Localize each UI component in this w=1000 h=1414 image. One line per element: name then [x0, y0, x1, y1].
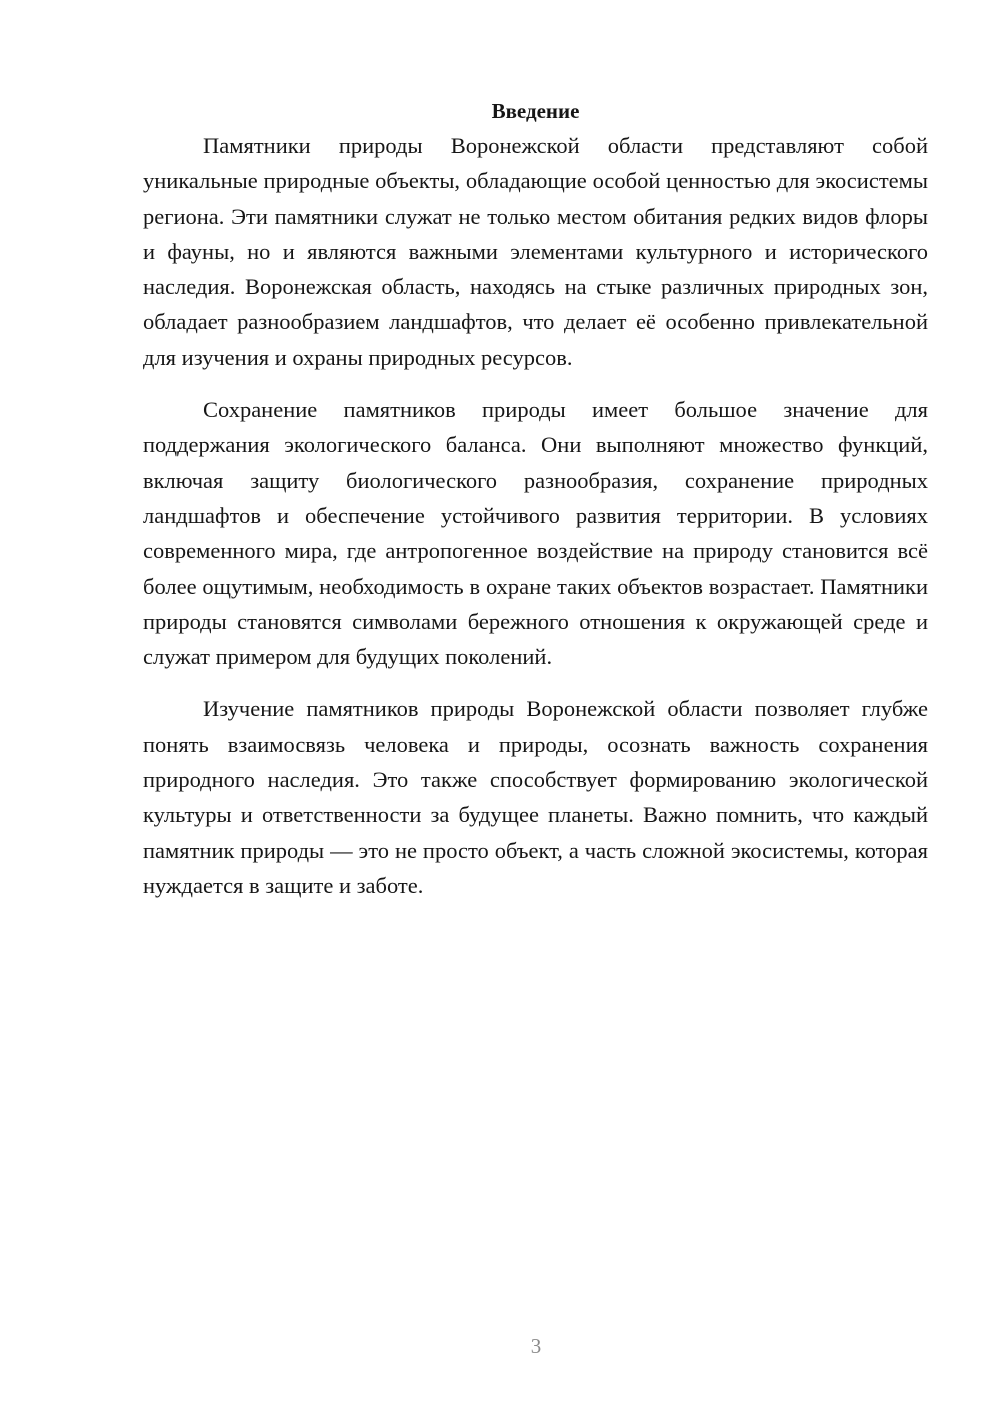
- section-title: Введение: [491, 99, 580, 123]
- page-number: 3: [530, 1334, 542, 1358]
- paragraph-2: Сохранение памятников природы имеет большое значение для поддержания экологического баланса. Они выполняют множество функций, включая защиту биологического разнообразия, сохранение природных ландшафтов и обеспечение устойчивого развития территории. В условиях современного мира, где антропогенное воздействие на природу становится всё более ощутимым, необходимость в охране таких объектов возрастает. Памятники природы становятся символами бережного отношения к окружающей среде и служат примером для будущих поколений.: [143, 397, 928, 670]
- paragraph-3: Изучение памятников природы Воронежской области позволяет глубже понять взаимосвязь человека и природы, осознать важность сохранения природного наследия. Это также способствует формированию экологической культуры и ответственности за будущее планеты. Важно помнить, что каждый памятник природы — это не просто объект, а часть сложной экосистемы, которая нуждается в защите и заботе.: [143, 696, 928, 898]
- paragraph-1: Памятники природы Воронежской области представляют собой уникальные природные объекты, обладающие особой ценностью для экосистемы региона. Эти памятники служат не только местом обитания редких видов флоры и фауны, но и являются важными элементами культурного и исторического наследия. Воронежская область, находясь на стыке различных природных зон, обладает разнообразием ландшафтов, что делает её особенно привлекательной для изучения и охраны природных ресурсов.: [143, 133, 928, 370]
- page-content: [143, 96, 928, 920]
